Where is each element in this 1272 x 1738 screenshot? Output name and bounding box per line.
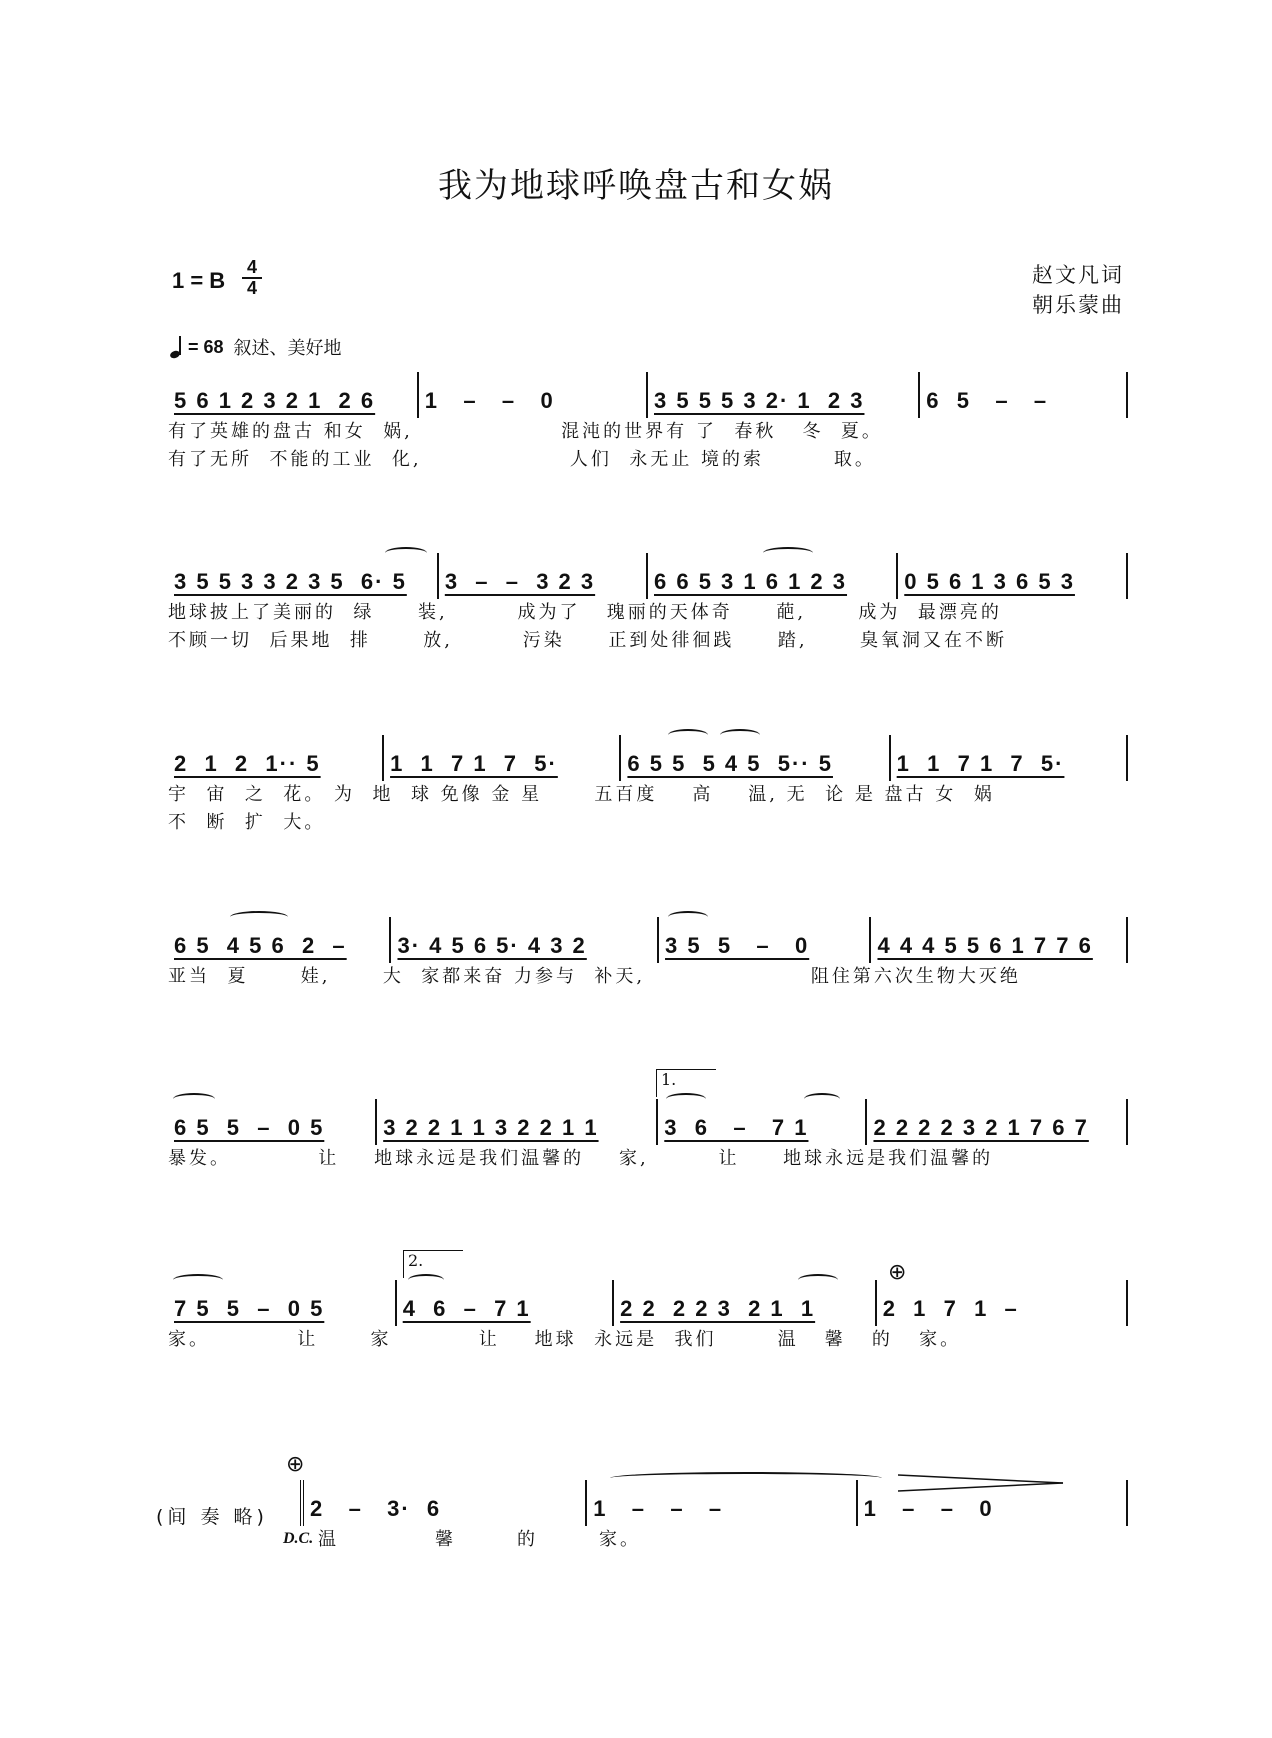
system-5 bbox=[168, 1070, 1128, 1173]
measure-notes: 2 1 7 1 – bbox=[882, 1296, 1019, 1321]
measure bbox=[384, 735, 621, 781]
measure bbox=[658, 1099, 867, 1145]
slur bbox=[385, 547, 427, 559]
slur bbox=[666, 1093, 706, 1105]
lyrics-verse-1: 地球披上了美丽的 绿 装, 成为了 瑰丽的天体奇 葩, 成为 最漂亮的 bbox=[168, 602, 1002, 623]
measure-notes: 3 5 5 5 3 2· 1 2 3 bbox=[654, 388, 865, 413]
credits bbox=[1032, 260, 1124, 320]
system-7 bbox=[300, 1480, 1128, 1554]
tempo-value: = 68 bbox=[188, 336, 224, 357]
measure bbox=[891, 735, 1128, 781]
tempo-marking bbox=[170, 334, 342, 360]
measure bbox=[614, 1280, 877, 1326]
coda-icon: ⊕ bbox=[888, 1260, 907, 1285]
measure-notes: 6 5 4 5 6 2 – bbox=[174, 933, 347, 958]
time-signature bbox=[242, 258, 262, 297]
measure bbox=[377, 1099, 658, 1145]
measure bbox=[871, 917, 1128, 963]
measure bbox=[621, 735, 890, 781]
measure-notes: 1 1 7 1 7 5· bbox=[896, 751, 1065, 776]
measure-notes: 3 5 5 3 3 2 3 5 6· 5 bbox=[174, 569, 407, 594]
measure bbox=[419, 372, 648, 418]
measure-notes: 6 6 5 3 1 6 1 2 3 bbox=[654, 569, 848, 594]
measure bbox=[867, 1099, 1128, 1145]
measure bbox=[920, 372, 1128, 418]
lyricist: 赵文凡词 bbox=[1032, 263, 1124, 287]
measure bbox=[168, 1099, 377, 1145]
slur bbox=[408, 1274, 444, 1286]
lyrics-verse-2: 不 断 扩 大。 bbox=[168, 812, 326, 833]
measure bbox=[659, 917, 871, 963]
measure-notes: 1 – – – bbox=[593, 1496, 724, 1521]
coda-icon: ⊕ bbox=[286, 1452, 305, 1477]
second-ending-bracket: 2. bbox=[403, 1250, 463, 1278]
lyrics-verse-1: 宇 宙 之 花。 为 地 球 免像 金 星 五百度 高 温, 无 论 是 盘古 女 娲 bbox=[168, 784, 995, 805]
measure-notes: 4 4 4 5 5 6 1 7 7 6 bbox=[877, 933, 1093, 958]
tempo-expression: 叙述、美好地 bbox=[233, 338, 342, 359]
measure-notes: 7 5 5 – 0 5 bbox=[174, 1296, 325, 1321]
slur bbox=[763, 547, 813, 559]
measure-notes: 2 1 2 1·· 5 bbox=[174, 751, 321, 776]
decrescendo-icon bbox=[898, 1472, 1068, 1494]
measure bbox=[300, 1480, 587, 1526]
measure-notes: 3 5 5 – 0 bbox=[665, 933, 810, 958]
lyrics-verse-1: 暴发。 让 地球永远是我们温馨的 家, 让 地球永远是我们温馨的 bbox=[168, 1148, 994, 1169]
measure bbox=[877, 1280, 1128, 1326]
first-ending-bracket: 1. bbox=[656, 1069, 716, 1097]
slur bbox=[804, 1093, 840, 1105]
measure-notes: 6 5 – – bbox=[926, 388, 1049, 413]
lyrics-verse-2: 不顾一切 后果地 排 放, 污染 正到处徘徊践 踏, 臭氧洞又在不断 bbox=[168, 630, 1007, 651]
slur bbox=[230, 911, 288, 923]
system-3 bbox=[168, 735, 1128, 837]
measure bbox=[391, 917, 659, 963]
time-signature-top: 4 bbox=[242, 258, 262, 279]
lyrics-verse-2: 有了无所 不能的工业 化, 人们 永无止 境的索 取。 bbox=[168, 449, 876, 470]
slur bbox=[798, 1274, 838, 1286]
composer: 朝乐蒙曲 bbox=[1032, 293, 1124, 317]
measure-notes: 4 6 – 7 1 bbox=[402, 1296, 531, 1321]
da-capo-marking: D.C. bbox=[283, 1530, 314, 1547]
key-signature: 1 = B bbox=[172, 268, 226, 293]
measure bbox=[168, 372, 419, 418]
measure-notes: 0 5 6 1 3 6 5 3 bbox=[904, 569, 1075, 594]
slur bbox=[668, 729, 708, 741]
song-title: 我为地球呼唤盘古和女娲 bbox=[438, 166, 834, 206]
measure-notes: 2 – 3· 6 bbox=[310, 1496, 442, 1521]
measure-notes: 1 – – 0 bbox=[424, 388, 555, 413]
measure-notes: 6 5 5 5 4 5 5·· 5 bbox=[627, 751, 833, 776]
measure bbox=[587, 1480, 857, 1526]
measure-notes: 3 – – 3 2 3 bbox=[444, 569, 596, 594]
interlude-note: (间 奏 略) bbox=[156, 1506, 268, 1528]
system-4 bbox=[168, 917, 1128, 991]
slur bbox=[173, 1093, 215, 1105]
measure-notes: 3 6 – 7 1 bbox=[664, 1115, 809, 1140]
system-1 bbox=[168, 372, 1128, 474]
measure-notes: 3· 4 5 6 5· 4 3 2 bbox=[397, 933, 587, 958]
measure bbox=[898, 553, 1128, 599]
system-2 bbox=[168, 553, 1128, 655]
measure bbox=[648, 372, 920, 418]
system-6 bbox=[168, 1251, 1128, 1354]
slur bbox=[668, 911, 708, 923]
tie bbox=[610, 1472, 882, 1484]
slur bbox=[720, 729, 760, 741]
measure-notes: 1 – – 0 bbox=[863, 1496, 994, 1521]
measure-notes: 2 2 2 2 3 2 1 1 bbox=[620, 1296, 816, 1321]
lyrics-verse-1: 有了英雄的盘古 和女 娲, 混沌的世界有 了 春秋 冬 夏。 bbox=[168, 421, 883, 442]
lyrics-verse-1: 亚当 夏 娃, 大 家都来奋 力参与 补天, 阻住第六次生物大灭绝 bbox=[168, 966, 1021, 987]
measure bbox=[397, 1280, 614, 1326]
lyrics-verse-1: 温 馨 的 家。 bbox=[318, 1529, 642, 1550]
measure bbox=[168, 1280, 397, 1326]
slur bbox=[173, 1274, 223, 1286]
measure bbox=[168, 553, 439, 599]
measure-notes: 2 2 2 2 3 2 1 7 6 7 bbox=[873, 1115, 1089, 1140]
measure bbox=[439, 553, 648, 599]
measure-notes: 3 2 2 1 1 3 2 2 1 1 bbox=[383, 1115, 599, 1140]
measure bbox=[168, 735, 384, 781]
measure-notes: 1 1 7 1 7 5· bbox=[390, 751, 558, 776]
measure bbox=[648, 553, 898, 599]
measure-notes: 6 5 5 – 0 5 bbox=[174, 1115, 325, 1140]
time-signature-bottom: 4 bbox=[246, 278, 257, 298]
measure-notes: 5 6 1 2 3 2 1 2 6 bbox=[174, 388, 376, 413]
lyrics-verse-1: 家。 让 家 让 地球 永远是 我们 温 馨 的 家。 bbox=[168, 1329, 962, 1350]
quarter-note-icon bbox=[170, 336, 184, 358]
measure bbox=[168, 917, 391, 963]
